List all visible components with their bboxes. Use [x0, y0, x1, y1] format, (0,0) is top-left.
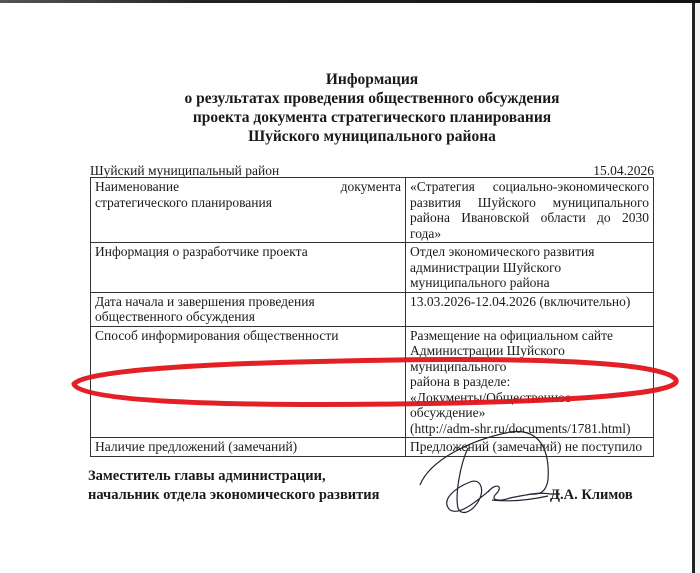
title-line-1: Информация — [325, 71, 419, 88]
title-line-3: проекта документа стратегического планирования — [192, 109, 552, 126]
title-line-4: Шуйского муниципального района — [248, 128, 496, 145]
value-line: Администрации Шуйского муниципального — [410, 343, 565, 374]
document-meta — [90, 163, 654, 178]
value-line: Размещение на официальном сайте — [410, 327, 614, 343]
row-label: Способ информирования общественности — [91, 326, 406, 438]
scan-border-top — [0, 0, 700, 3]
page-edge — [695, 0, 700, 573]
position-line: начальник отдела экономического развития — [88, 487, 380, 503]
row-value: 13.03.2026-12.04.2026 (включительно) — [406, 292, 654, 326]
label-word: Наименование — [95, 179, 180, 194]
scan-border-right — [692, 3, 695, 573]
url-link[interactable]: (http://adm-shr.ru/documents/1781.html) — [410, 420, 631, 436]
signer-name: Д.А. Климов — [550, 487, 633, 503]
table-row — [91, 178, 654, 243]
location: Шуйский муниципальный район — [90, 163, 280, 178]
row-value: Предложений (замечаний) не поступило — [406, 438, 654, 457]
document-date: 15.04.2026 — [593, 163, 654, 178]
label-rest: стратегического планирования — [95, 194, 272, 210]
row-value: «Стратегия социально-экономического развития Шуйского муниципального района Ивановской области до 2030 года» — [406, 178, 654, 243]
info-table — [90, 177, 654, 457]
position-line: Заместитель главы администрации, — [88, 468, 326, 484]
table-row — [91, 292, 654, 326]
value-line: «Документы/Общественное обсуждение» — [410, 389, 572, 420]
table-row — [91, 243, 654, 293]
row-label: Наличие предложений (замечаний) — [91, 438, 406, 457]
document-title — [90, 70, 654, 146]
title-line-2: о результатах проведения общественного обсуждения — [184, 90, 560, 107]
row-label: Дата начала и завершения проведения общественного обсуждения — [91, 292, 406, 326]
row-label — [91, 178, 406, 243]
label-word: документа — [340, 179, 401, 194]
row-value: Отдел экономического развития администрации Шуйского муниципального района — [406, 243, 654, 293]
handwritten-signature-icon — [400, 420, 590, 530]
value-line: района в разделе: — [410, 374, 511, 389]
row-label: Информация о разработчике проекта — [91, 243, 406, 293]
